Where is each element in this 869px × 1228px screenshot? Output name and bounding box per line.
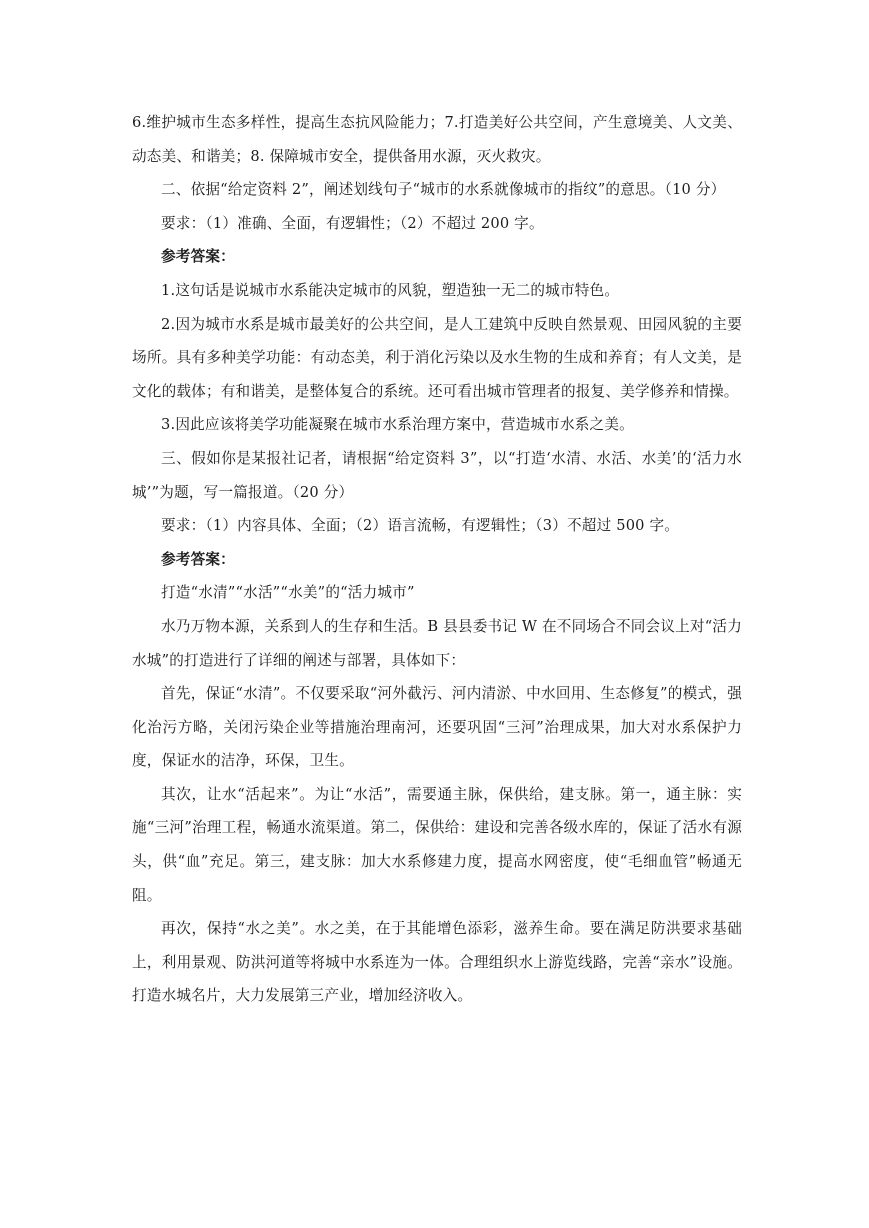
question-3: 三、假如你是某报社记者，请根据“给定资料 3”，以“打造‘水清、水活、水美’的‘活力水城’”为题，写一篇报道。（20 分）	[132, 449, 742, 501]
document-page	[132, 106, 742, 1013]
question-2: 二、依据“给定资料 2”，阐述划线句子“城市的水系就像城市的指纹”的意思。（10 分）	[161, 181, 726, 199]
answer-2-point-2: 2.因为城市水系是城市最美好的公共空间，是人工建筑中反映自然景观、田园风貌的主要场所。具有多种美学功能：有动态美，利于消化污染以及水生物的生成和养育；有人文美，是文化的载体；有和谐美，是整体复合的系统。还可看出城市管理者的报复、美学修养和情操。	[132, 315, 742, 400]
question-2-requirements: 要求：（1）准确、全面，有逻辑性；（2）不超过 200 字。	[161, 214, 544, 232]
report-second: 其次，让水“活起来”。为让“水活”，需要通主脉，保供给，建支脉。第一，通主脉：实施“三河”治理工程，畅通水流渠道。第二，保供给：建设和完善各级水库的，保证了活水有源头，供“血”充足。第三，建支脉：加大水系修建力度，提高水网密度，使“毛细血管”畅通无阻。	[132, 785, 742, 904]
report-third: 再次，保持“水之美”。水之美，在于其能增色添彩，滋养生命。要在满足防洪要求基础上，利用景观、防洪河道等将城中水系连为一体。合理组织水上游览线路，完善“亲水”设施。打造水城名片，大力发展第三产业，增加经济收入。	[132, 920, 742, 1005]
report-intro: 水乃万物本源，关系到人的生存和生活。B 县县委书记 W 在不同场合不同会议上对“活力水城”的打造进行了详细的阐述与部署，具体如下：	[132, 617, 742, 669]
answer-2-point-3: 3.因此应该将美学功能凝聚在城市水系治理方案中，营造城市水系之美。	[161, 416, 634, 434]
report-title: 打造“水清”“水活”“水美”的“活力城市”	[161, 584, 415, 602]
report-first: 首先，保证“水清”。不仅要采取“河外截污、河内清淤、中水回用、生态修复”的模式，强化治污方略，关闭污染企业等措施治理南河，还要巩固“三河”治理成果，加大对水系保护力度，保证水的洁净，环保，卫生。	[132, 685, 742, 770]
paragraph-item-6-continued: 6.维护城市生态多样性，提高生态抗风险能力；7.打造美好公共空间，产生意境美、人文美、动态美、和谐美；8. 保障城市安全，提供备用水源，灭火救灾。	[132, 114, 742, 165]
answer-2-point-1: 1.这句话是说城市水系能决定城市的风貌，塑造独一无二的城市特色。	[161, 281, 620, 299]
question-3-requirements: 要求：（1）内容具体、全面；（2）语言流畅，有逻辑性；（3）不超过 500 字。	[161, 517, 680, 535]
answer-heading: 参考答案：	[161, 248, 235, 266]
answer-heading: 参考答案：	[161, 550, 235, 568]
